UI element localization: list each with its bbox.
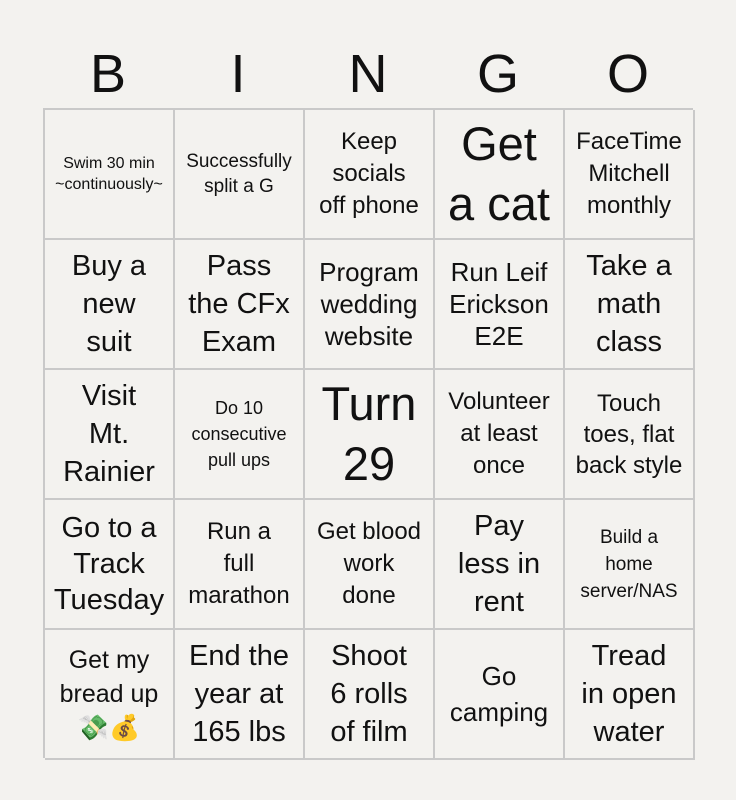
bingo-header — [43, 40, 693, 108]
bingo-cell-r5c2[interactable] — [175, 630, 305, 760]
cell-label: Volunteer at least once — [448, 388, 550, 479]
cell-label: Build a home server/NAS — [580, 526, 678, 602]
bingo-cell-r1c3[interactable] — [305, 110, 435, 240]
cell-label: Swim 30 min ~continuously~ — [55, 155, 163, 193]
bingo-cell-r1c5[interactable] — [565, 110, 695, 240]
cell-label: Successfully split a G — [186, 151, 292, 197]
cell-label: Keep socials off phone — [319, 128, 419, 219]
bingo-cell-r2c5[interactable] — [565, 240, 695, 370]
bingo-cell-r2c2[interactable] — [175, 240, 305, 370]
header-letter-i: I — [230, 44, 246, 104]
cell-label: Program wedding website — [319, 257, 419, 351]
bingo-cell-r1c1[interactable] — [45, 110, 175, 240]
cell-label: FaceTime Mitchell monthly — [576, 128, 682, 219]
bingo-cell-r4c4[interactable] — [435, 500, 565, 630]
cell-label: Visit Mt. Rainier — [63, 380, 155, 488]
cell-label: Buy a new suit — [71, 250, 147, 358]
bingo-cell-r5c5[interactable] — [565, 630, 695, 760]
bingo-cell-r5c4[interactable] — [435, 630, 565, 760]
header-letter-g: G — [476, 44, 519, 104]
cell-label: Turn 29 — [321, 377, 417, 490]
bingo-cell-free[interactable] — [305, 370, 435, 500]
bingo-cell-r5c1[interactable] — [45, 630, 175, 760]
cell-label: Get blood work done — [316, 518, 422, 609]
cell-label: Get a cat — [448, 117, 550, 230]
cell-label: Do 10 consecutive pull ups — [191, 398, 287, 470]
bingo-cell-r1c2[interactable] — [175, 110, 305, 240]
cell-label: Pay less in rent — [457, 510, 541, 618]
cell-label: Tread in open water — [581, 640, 677, 748]
bingo-cell-r4c5[interactable] — [565, 500, 695, 630]
header-letter-o: O — [606, 44, 649, 104]
bingo-cell-r3c2[interactable] — [175, 370, 305, 500]
bingo-cell-r4c3[interactable] — [305, 500, 435, 630]
bingo-cell-r4c1[interactable] — [45, 500, 175, 630]
header-letter-b: B — [89, 44, 127, 104]
cell-label: Go to a Track Tuesday — [53, 512, 165, 616]
bingo-cell-r4c2[interactable] — [175, 500, 305, 630]
bingo-cell-r2c1[interactable] — [45, 240, 175, 370]
cell-label: End the year at 165 lbs — [189, 640, 289, 748]
cell-label: Shoot 6 rolls of film — [330, 640, 408, 748]
cell-label: Take a math class — [586, 250, 672, 358]
bingo-cell-r2c3[interactable] — [305, 240, 435, 370]
cell-label: Run Leif Erickson E2E — [449, 257, 549, 351]
bingo-cell-r5c3[interactable] — [305, 630, 435, 760]
cell-label: Run a full marathon — [188, 518, 290, 609]
bingo-cell-r3c5[interactable] — [565, 370, 695, 500]
cell-label: Touch toes, flat back style — [575, 389, 683, 479]
cell-label: Go camping — [449, 661, 549, 727]
cell-label: Get my bread up 💸💰 — [59, 646, 159, 742]
bingo-grid — [43, 108, 693, 758]
header-letter-n: N — [348, 44, 388, 104]
cell-label: Pass the CFx Exam — [188, 250, 290, 358]
bingo-cell-r1c4[interactable] — [435, 110, 565, 240]
bingo-cell-r3c4[interactable] — [435, 370, 565, 500]
bingo-cell-r2c4[interactable] — [435, 240, 565, 370]
bingo-cell-r3c1[interactable] — [45, 370, 175, 500]
